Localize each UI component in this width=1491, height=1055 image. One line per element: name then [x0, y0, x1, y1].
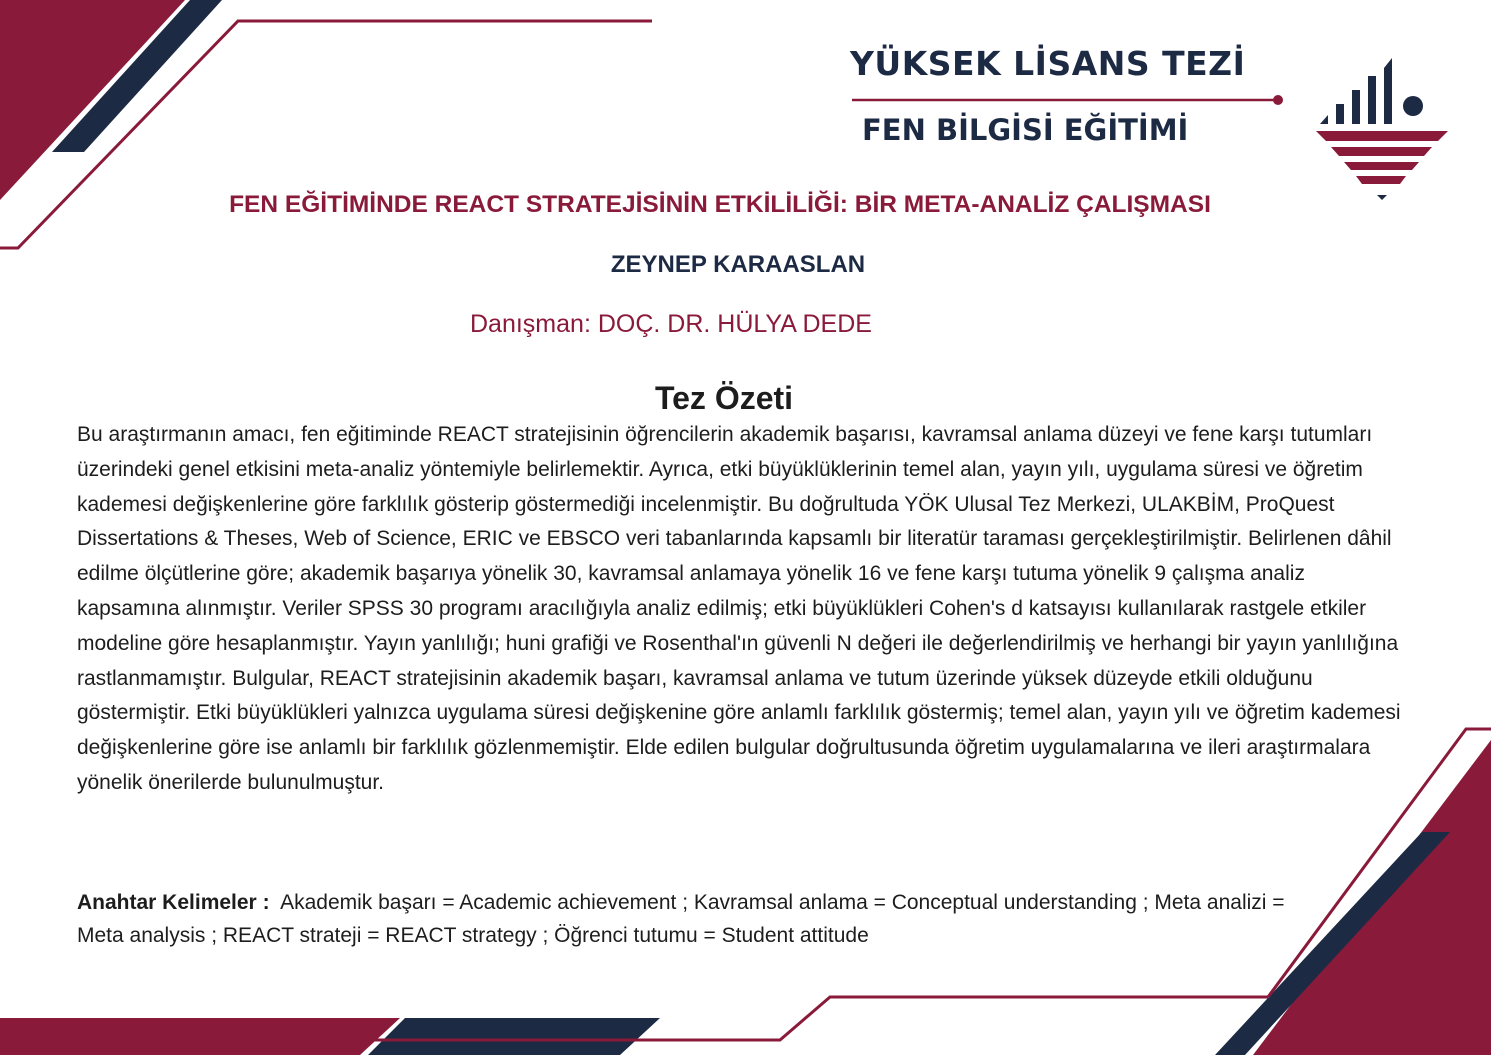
- logo-stripe: [1344, 162, 1419, 170]
- logo-bar: [1336, 104, 1344, 124]
- bottom-burgundy-band: [0, 1018, 400, 1055]
- keywords-text: Akademik başarı = Academic achievement ; Kavramsal anlama = Conceptual understanding ; Meta analizi = Meta analysis ; REACT strateji = REACT strategy ; Öğrenci tutumu = Student attitude: [77, 891, 1285, 947]
- logo-bar: [1384, 58, 1392, 124]
- author-name: ZEYNEP KARAASLAN: [610, 251, 866, 278]
- thesis-title: FEN EĞİTİMİNDE REACT STRATEJİSİNİN ETKİLİLİĞİ: BİR META-ANALİZ ÇALIŞMASI: [229, 191, 1211, 218]
- header-divider-dot: [1273, 95, 1283, 105]
- logo-stripe: [1356, 176, 1406, 184]
- keywords-label: Anahtar Kelimeler :: [77, 891, 270, 914]
- logo-stripe: [1331, 147, 1432, 156]
- abstract-heading: Tez Özeti: [654, 380, 794, 416]
- keywords-block: [77, 886, 1327, 952]
- logo-dot: [1403, 96, 1423, 116]
- thesis-type-heading: YÜKSEK LİSANS TEZİ: [850, 44, 1246, 83]
- bottom-navy-band: [368, 1018, 660, 1055]
- logo-bar: [1368, 76, 1376, 124]
- logo-bar: [1352, 90, 1360, 124]
- advisor-line: Danışman: DOÇ. DR. HÜLYA DEDE: [470, 310, 872, 338]
- faculty-logo: [1316, 58, 1448, 200]
- logo-stripe: [1316, 131, 1448, 141]
- logo-bar: [1320, 115, 1328, 124]
- abstract-text: Bu araştırmanın amacı, fen eğitiminde REACT stratejisinin öğrencilerin akademik başarısı, kavramsal anlama düzeyi ve fene karşı tutumları üzerindeki genel etkisini meta-analiz yöntemiyle belirlemektir. Ayrıca, etki büyüklüklerinin temel alan, yayın yılı, uygulama süresi ve öğretim kademesi değişkenlerine göre farklılık gösterip göstermediği incelenmiştir. Bu doğrultuda YÖK Ulusal Tez Merkezi, ULAKBİM, ProQuest Dissertations & Theses, Web of Science, ERIC ve EBSCO veri tabanlarında kapsamlı bir literatür taraması gerçekleştirilmiştir. Belirlenen dâhil edilme ölçütlerine göre; akademik başarıya yönelik 30, kavramsal anlamaya yönelik 16 ve fene karşı tutuma yönelik 9 çalışma analiz kapsamına alınmıştır. Veriler SPSS 30 programı aracılığıyla analiz edilmiş; etki büyüklükleri Cohen's d katsayısı kullanılarak rastgele etkiler modeline göre hesaplanmıştır. Yayın yanlılığı; huni grafiği ve Rosenthal'ın güvenli N değeri ile değerlendirilmiş ve herhangi bir yayın yanlılığına rastlanmamıştır. Bulgular, REACT stratejisinin akademik başarı, kavramsal anlama ve tutum üzerinde yüksek düzeyde etkili olduğunu göstermiştir. Etki büyüklükleri yalnızca uygulama süresi değişkenine göre anlamlı farklılık göstermiş; temel alan, yayın yılı ve öğretim kademesi değişkenlerine göre ise anlamlı bir farklılık gözlenmemiştir. Elde edilen bulgular doğrultusunda öğretim uygulamalarına ve ileri araştırmalara yönelik önerilerde bulunulmuştur.: [77, 423, 1401, 794]
- department-name: FEN BİLGİSİ EĞİTİMİ: [862, 113, 1189, 147]
